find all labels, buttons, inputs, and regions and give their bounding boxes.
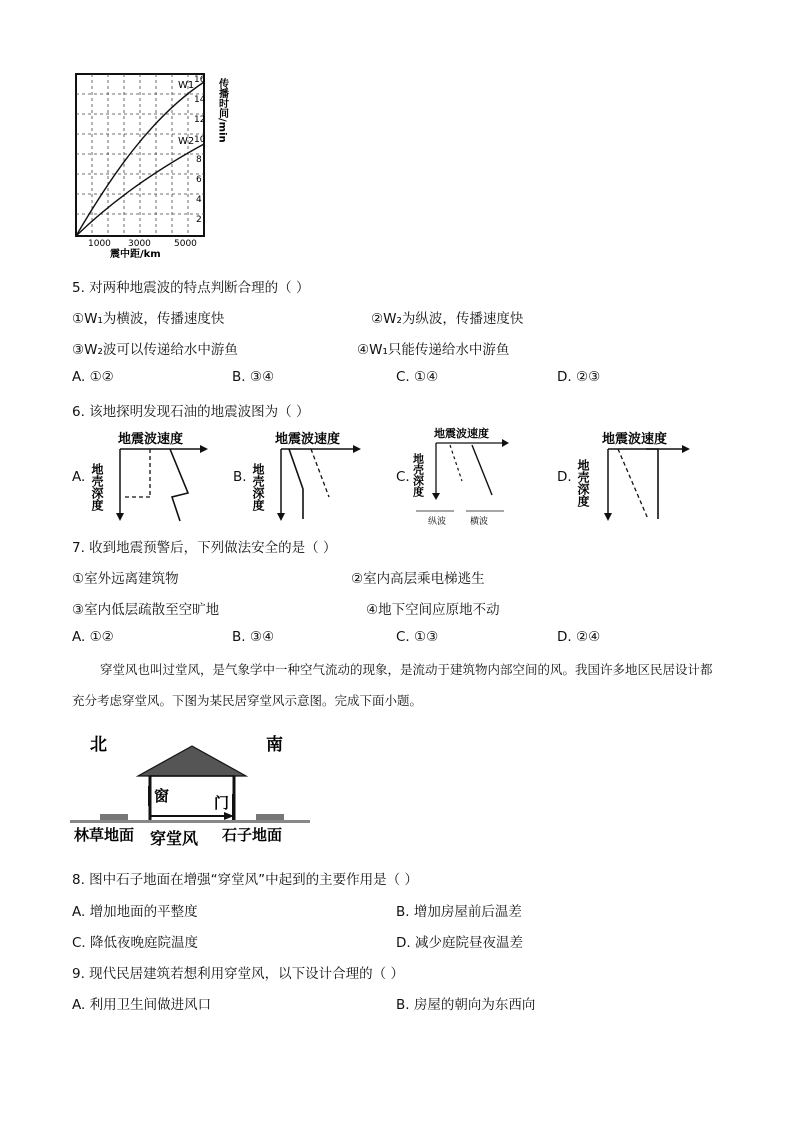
svg-text:地震波速度: 地震波速度 xyxy=(118,432,184,447)
svg-text:窗: 窗 xyxy=(154,787,170,805)
svg-text:北: 北 xyxy=(90,735,107,755)
q6-diagram-d xyxy=(578,427,696,525)
q6-option-b[interactable]: B. xyxy=(233,469,247,485)
q6-diagram-a xyxy=(92,427,212,525)
q8-option-c[interactable]: C. 降低夜晚庭院温度 xyxy=(72,935,199,951)
svg-text:10: 10 xyxy=(194,135,206,145)
svg-text:16: 16 xyxy=(194,75,206,85)
q6-option-a[interactable]: A. xyxy=(72,469,86,485)
svg-text:14: 14 xyxy=(194,95,206,105)
svg-text:地震波速度: 地震波速度 xyxy=(275,432,341,447)
house-ventilation-diagram xyxy=(70,728,310,846)
svg-text:6: 6 xyxy=(196,175,202,185)
svg-text:地壳深度: 地壳深度 xyxy=(251,463,265,511)
q6-option-c[interactable]: C. xyxy=(396,469,410,485)
q5-option-c[interactable]: C. ①④ xyxy=(396,369,439,385)
svg-text:地震波速度: 地震波速度 xyxy=(602,432,668,447)
q7-option-a[interactable]: A. ①② xyxy=(72,629,114,645)
q7-statement-1: ①室外远离建筑物 xyxy=(72,571,179,587)
svg-text:南: 南 xyxy=(266,735,283,755)
q9-option-b[interactable]: B. 房屋的朝向为东西向 xyxy=(396,997,536,1013)
svg-text:门: 门 xyxy=(214,794,230,812)
svg-text:4: 4 xyxy=(196,195,202,205)
svg-text:1000: 1000 xyxy=(88,239,111,249)
q9-stem: 9. 现代民居建筑若想利用穿堂风，以下设计合理的（ ） xyxy=(72,966,404,982)
svg-text:3000: 3000 xyxy=(128,239,151,249)
q5-option-b[interactable]: B. ③④ xyxy=(232,369,275,385)
q6-stem: 6. 该地探明发现石油的地震波图为（ ） xyxy=(72,404,310,420)
svg-text:2: 2 xyxy=(196,215,202,225)
svg-text:12: 12 xyxy=(194,115,206,125)
svg-text:地壳深度: 地壳深度 xyxy=(576,459,590,507)
q6-option-d[interactable]: D. xyxy=(557,469,572,485)
svg-text:地震波速度: 地震波速度 xyxy=(434,427,489,440)
passage: 穿堂风也叫过堂风，是气象学中一种空气流动的现象，是流动于建筑物内部空间的风。我国许多地区民居设计都充分考虑穿堂风。下图为某民居穿堂风示意图。完成下面小题。 xyxy=(72,662,713,708)
x-axis-label: 震中距/km xyxy=(110,249,161,260)
svg-text:石子地面: 石子地面 xyxy=(222,826,283,844)
q9-option-a[interactable]: A. 利用卫生间做进风口 xyxy=(72,997,212,1013)
svg-text:横波: 横波 xyxy=(470,517,489,527)
svg-text:林草地面: 林草地面 xyxy=(74,826,135,844)
q7-stem: 7. 收到地震预警后，下列做法安全的是（ ） xyxy=(72,540,337,556)
q5-stem: 5. 对两种地震波的特点判断合理的（ ） xyxy=(72,280,310,296)
w1-label: W1 xyxy=(178,80,195,91)
y-axis-label: 传播时间/min xyxy=(216,78,228,143)
w2-label: W2 xyxy=(178,136,195,147)
q7-option-b[interactable]: B. ③④ xyxy=(232,629,275,645)
q5-option-d[interactable]: D. ②③ xyxy=(557,369,601,385)
q7-statement-4: ④地下空间应原地不动 xyxy=(366,602,500,618)
q7-statement-3: ③室内低层疏散至空旷地 xyxy=(72,602,220,618)
travel-time-graph xyxy=(70,68,240,263)
svg-text:8: 8 xyxy=(196,155,202,165)
svg-text:地壳深度: 地壳深度 xyxy=(411,453,425,497)
q8-option-d[interactable]: D. 减少庭院昼夜温差 xyxy=(396,935,523,951)
svg-text:地壳深度: 地壳深度 xyxy=(90,463,104,511)
q5-option-a[interactable]: A. ①② xyxy=(72,369,114,385)
q6-diagram-b xyxy=(253,427,373,525)
q6-diagram-c xyxy=(411,423,514,529)
q7-statement-2: ②室内高层乘电梯逃生 xyxy=(351,571,485,587)
q8-option-a[interactable]: A. 增加地面的平整度 xyxy=(72,904,198,920)
svg-text:纵波: 纵波 xyxy=(428,517,447,527)
q7-option-c[interactable]: C. ①③ xyxy=(396,629,439,645)
q8-option-b[interactable]: B. 增加房屋前后温差 xyxy=(396,904,522,920)
q5-statement-1: ①W₁为横波，传播速度快 xyxy=(72,311,225,327)
q5-statement-3: ③W₂波可以传递给水中游鱼 xyxy=(72,342,238,358)
q8-stem: 8. 图中石子地面在增强“穿堂风”中起到的主要作用是（ ） xyxy=(72,872,418,888)
q5-statement-2: ②W₂为纵波，传播速度快 xyxy=(371,311,524,327)
svg-text:5000: 5000 xyxy=(174,239,197,249)
q7-option-d[interactable]: D. ②④ xyxy=(557,629,601,645)
q5-statement-4: ④W₁只能传递给水中游鱼 xyxy=(357,342,510,358)
svg-text:穿堂风: 穿堂风 xyxy=(150,829,199,848)
